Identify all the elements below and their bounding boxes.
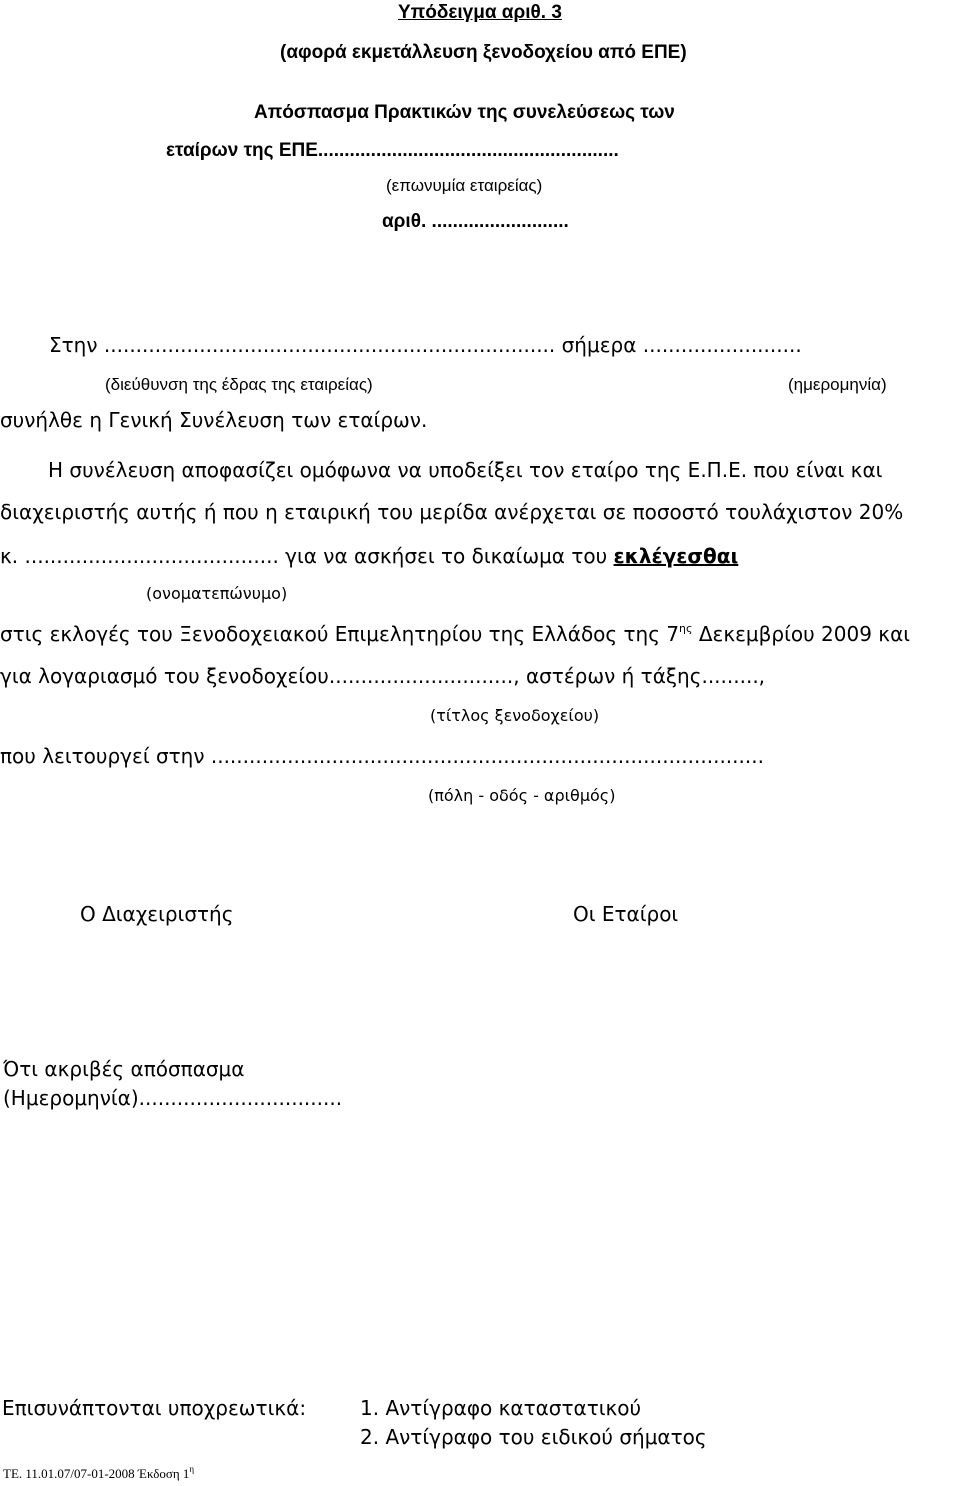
certification-date: (Ημερομηνία)................................: [3, 1086, 343, 1110]
hotel-account-line: για λογαριασμό του ξενοδοχείου............................., αστέρων ή τάξης.........,: [0, 664, 766, 688]
full-name-caption: (ονοματεπώνυμο): [146, 584, 288, 603]
number-line: αριθ. ..........................: [382, 211, 569, 232]
extract-title-line1: Απόσπασμα Πρακτικών της συνελεύσεως των: [254, 102, 675, 123]
elections-line: [0, 624, 910, 644]
extract-title-line2: εταίρων της ΕΠΕ.........................................................: [166, 140, 619, 161]
city-street-caption: (πόλη - οδός - αριθμός): [428, 786, 616, 805]
candidate-line-text: κ. ........................................ για να ασκήσει το δικαίωμα του: [0, 544, 614, 568]
company-name-caption: (επωνυμία εταιρείας): [386, 176, 543, 195]
right-to-be-elected: εκλέγεσθαι: [613, 544, 739, 568]
assembly-line: συνήλθε η Γενική Συνέλευση των εταίρων.: [0, 408, 428, 432]
document-code: ΤΕ. 11.01.07/07-01-2008 Έκδοση 1: [3, 1466, 190, 1481]
elections-line-text: στις εκλογές του Ξενοδοχειακού Επιμελητηρίου της Ελλάδος της 7: [0, 622, 680, 646]
date-caption: (ημερομηνία): [788, 375, 887, 394]
decision-line: Η συνέλευση αποφασίζει ομόφωνα να υποδείξει τον εταίρο της Ε.Π.Ε. που είναι και: [48, 458, 883, 482]
certified-true-copy: Ότι ακριβές απόσπασμα: [3, 1057, 245, 1081]
document-title: Υπόδειγμα αριθ. 3: [398, 2, 562, 23]
attachment-item: 2. Αντίγραφο του ειδικού σήματος: [360, 1425, 707, 1449]
attachments-label: Επισυνάπτονται υποχρεωτικά:: [2, 1396, 307, 1420]
candidate-line: [0, 546, 738, 566]
place-date-line: Στην ....................................................................... σήμερα .........................: [49, 333, 802, 357]
partners-signature-label: Οι Εταίροι: [573, 902, 679, 926]
elections-line-end: Δεκεμβρίου 2009 και: [692, 622, 911, 646]
document-subtitle: (αφορά εκμετάλλευση ξενοδοχείου από ΕΠΕ): [280, 42, 687, 63]
ordinal-suffix: ης: [679, 622, 693, 635]
address-caption: (διεύθυνση της έδρας της εταιρείας): [105, 375, 373, 394]
attachment-item: 1. Αντίγραφο καταστατικού: [360, 1396, 642, 1420]
edition-suffix: η: [189, 1464, 195, 1474]
manager-share-line: διαχειριστής αυτής ή που η εταιρική του μερίδα ανέρχεται σε ποσοστό τουλάχιστον 20%: [0, 500, 904, 524]
hotel-title-caption: (τίτλος ξενοδοχείου): [430, 706, 600, 725]
operates-line: που λειτουργεί στην .......................................................................................: [0, 744, 764, 768]
manager-signature-label: Ο Διαχειριστής: [80, 902, 234, 926]
document-code-footer: [3, 1464, 195, 1481]
